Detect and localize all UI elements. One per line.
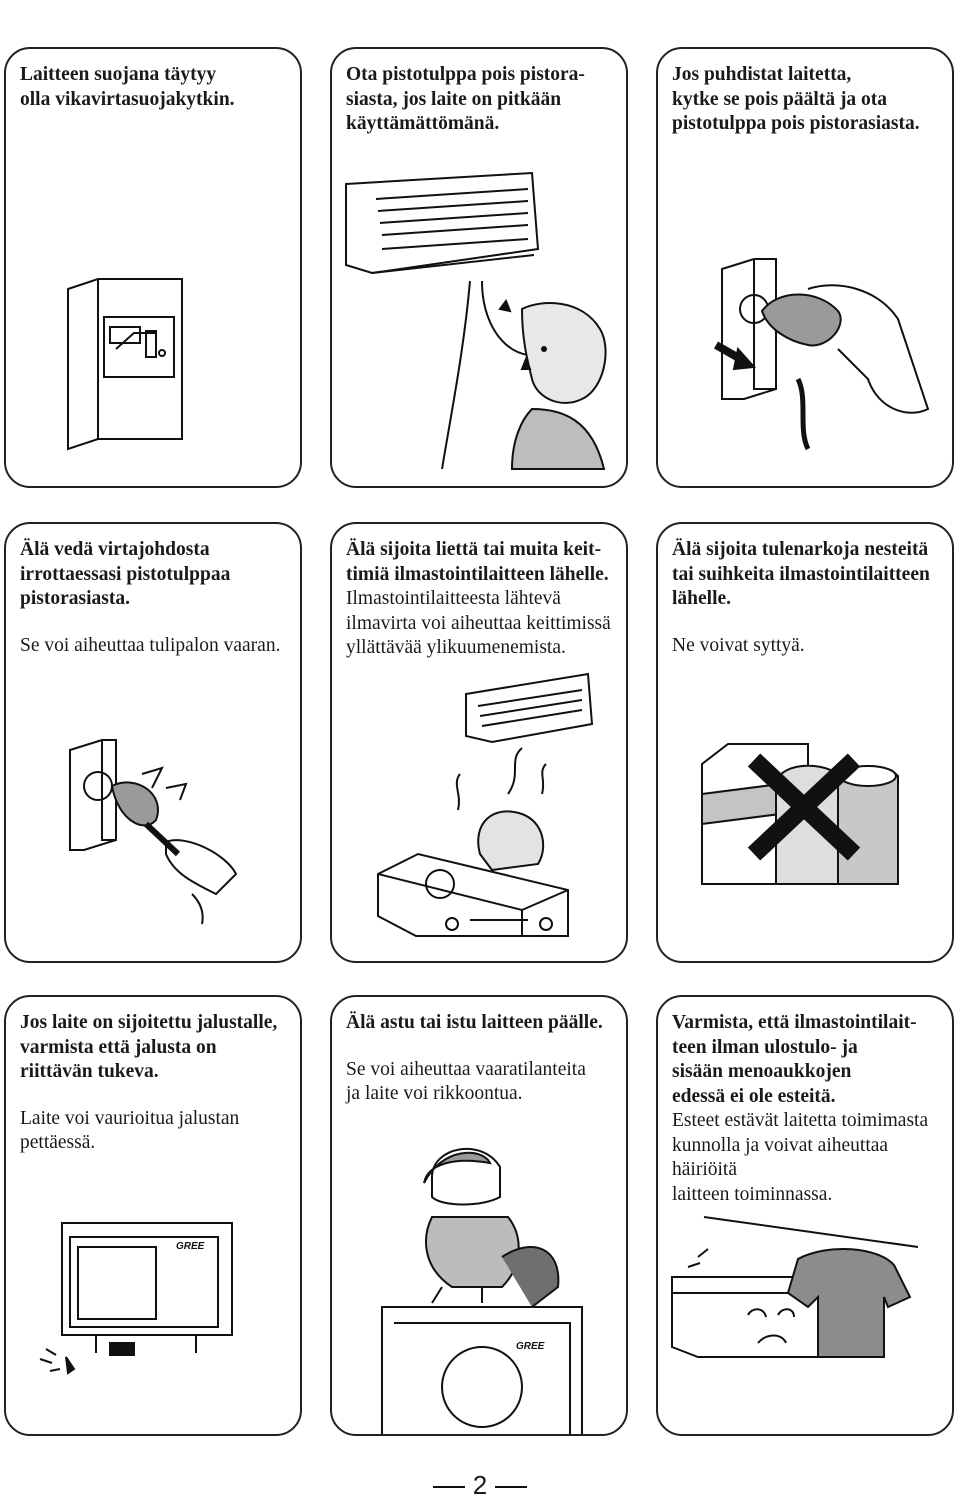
text-line: kytke se pois päältä ja ota [672,88,888,110]
blocked-unit-illustration [658,997,954,1436]
stove-illustration [332,524,628,963]
text-line: ilmavirta voi aiheuttaa keittimissä [346,612,611,634]
text-line: Ota pistotulppa pois pistora- [346,64,585,85]
text-line: Älä sijoita liettä tai muita keit- [346,539,602,560]
text-line: ja laite voi rikkoontua. [346,1083,523,1104]
text-line: teen ilman ulostulo- ja [672,1036,858,1058]
gree-logo: GREE [516,1341,545,1352]
tipping-outdoor-unit-illustration [6,997,302,1436]
text-line: Jos puhdistat laitetta, [672,64,852,85]
panel-keep-airflow-clear [656,995,954,1436]
text-line: Varmista, että ilmastointilait- [672,1012,917,1033]
text-line: riittävän tukeva. [20,1061,159,1082]
panel-unplug-when-cleaning [656,47,954,488]
text-line: tai suihkeita ilmastointilaitteen [672,563,930,585]
text-line: laitteen toiminnassa. [672,1183,833,1205]
panel-dont-pull-cord [4,522,302,963]
panel-unplug-when-unused [330,47,628,488]
footer-dash-left [433,1486,465,1488]
text-line: Se voi aiheuttaa vaaratilanteita [346,1058,586,1080]
panel-stable-stand [4,995,302,1436]
text-line: Laite voi vaurioitua jalustan [20,1107,240,1129]
flammables-crossed-illustration [658,524,954,963]
panel-no-stove-nearby [330,522,628,963]
text-line: irrottaessasi pistotulppaa [20,563,231,585]
text-line: lähelle. [672,588,732,609]
text-line: varmista että jalusta on [20,1036,217,1058]
text-line: Esteet estävät laitetta toimimasta [672,1110,929,1131]
text-line: olla vikavirtasuojakytkin. [20,88,235,110]
pulling-cord-illustration [6,524,302,963]
text-line: Ne voivat syttyä. [672,634,805,656]
text-line: pistotulppa pois pistorasiasta. [672,113,920,134]
text-line: Jos laite on sijoitettu jalustalle, [20,1012,278,1033]
panel-no-flammables-nearby [656,522,954,963]
page-number-text: 2 [472,1470,488,1500]
text-line: Ilmastointilaitteesta lähtevä [346,588,561,609]
text-line: häiriöitä [672,1159,737,1180]
page-number [0,1470,960,1501]
text-line: Laitteen suojana täytyy [20,64,217,85]
text-line: käyttämättömänä. [346,113,500,134]
text-line: pistorasiasta. [20,588,130,609]
text-line: pettäessä. [20,1132,96,1153]
panel-rcd-required [4,47,302,488]
text-line: timiä ilmastointilaitteen lähelle. [346,563,609,585]
text-line: kunnolla ja voivat aiheuttaa [672,1134,889,1156]
gree-logo: GREE [176,1241,205,1252]
text-line: siasta, jos laite on pitkään [346,88,562,110]
text-line: Älä astu tai istu laitteen päälle. [346,1012,603,1033]
text-line: edessä ei ole esteitä. [672,1085,836,1107]
boy-on-unit-illustration [332,997,628,1436]
text-line: sisään menoaukkojen [672,1061,852,1082]
panel-dont-step-on-unit [330,995,628,1436]
person-unplugging-illustration [332,49,628,488]
text-line: yllättävää ylikuumenemista. [346,637,566,658]
text-line: Se voi aiheuttaa tulipalon vaaran. [20,634,281,656]
footer-dash-right [495,1486,527,1488]
hand-unplugging-illustration [658,49,954,488]
text-line: Älä vedä virtajohdosta [20,539,210,560]
text-line: Älä sijoita tulenarkoja nesteitä [672,539,929,560]
circuit-breaker-illustration [6,49,302,488]
